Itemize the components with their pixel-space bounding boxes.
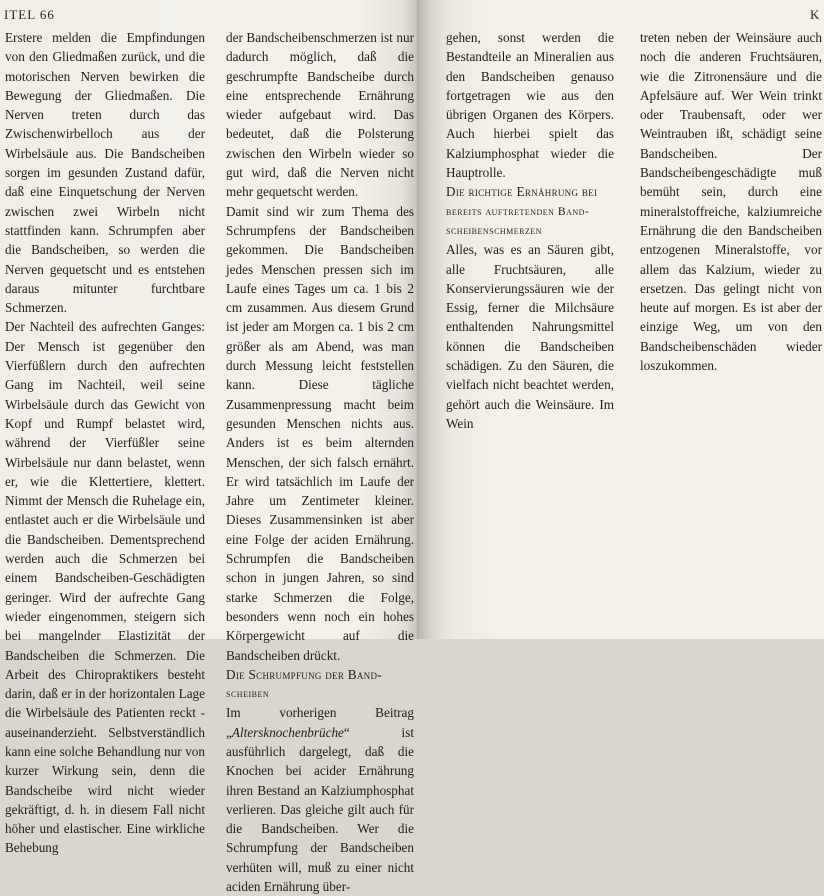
text-span: Im vorherigen Beitrag „	[226, 705, 414, 740]
section-heading-line: scheibenschmerzen	[446, 223, 543, 237]
paragraph	[226, 703, 414, 896]
paragraph: treten neben der Weinsäure auch noch die anderen Fruchtsäuren, wie die Zitronensäure und die Apfelsäure auf. Wer Wein trinkt oder Traubensaft, oder wer Weintrauben ißt, schädigt seine Bandscheiben. Der Bandscheibengeschädigte muß bemüht sein, durch eine mineralstoffreiche, kalziumreiche Ernährung die den Bandscheiben entzogenen Mineralstoffe, vor allem das Kalzium, wieder zu ersetzen. Das gelingt nicht von heute auf morgen. Es ist aber der einzige Weg, um von den Bandscheibenschäden wieder loszukommen.	[640, 30, 822, 374]
paragraph: Alles, was es an Säuren gibt, alle Fruchtsäuren, alle Konservierungssäuren wie der Essig, ferner die Milchsäure enthaltenden Nahrungsmittel können die Bandscheiben schädigen. Zu den Säuren, die vielfach nicht beachtet werden, gehört auch die Weinsäure. Im Wein	[446, 242, 614, 431]
paragraph: Damit sind wir zum Thema des Schrumpfens der Bandscheiben gekommen. Die Bandscheiben jedes Menschen pressen sich im Laufe eines Tages um ca. 1 bis 2 cm zusammen. Aus diesem Grund ist jeder am Morgen ca. 1 bis 2 cm größer als am Abend, was man durch Messung leicht feststellen kann. Diese tägliche Zusammenpressung macht beim gesunden Menschen nichts aus. Anders ist es beim alternden Menschen, der sich falsch ernährt. Er wird tatsächlich im Laufe der Jahre um Zentimeter kleiner. Dieses Zusammensinken ist aber eine Folge der aciden Ernährung. Schrumpfen die Bandscheiben schon in jungen Jahren, so sind starke Schmerzen die Folge, besonders wenn noch ein hohes Körpergewicht auf die Bandscheiben drückt.	[226, 203, 414, 663]
article-reference: Altersknochenbrüche	[231, 724, 344, 740]
left-column-2	[226, 28, 414, 896]
running-header-right: K	[810, 7, 821, 22]
left-column-1	[5, 28, 205, 858]
section-heading	[446, 182, 614, 240]
right-column-2	[640, 28, 822, 375]
section-heading-line: Die richtige Ernährung bei	[446, 184, 598, 200]
running-header-left: ITEL 66	[4, 7, 55, 22]
paragraph: gehen, sonst werden die Bestandteile an Mineralien aus den Bandscheiben genauso fortgetragen wie aus den übrigen Organen des Körpers. Auch hierbei spielt das Kalziumphosphat wieder die Hauptrolle.	[446, 30, 614, 181]
paragraph: der Bandscheibenschmerzen ist nur dadurch möglich, daß die geschrumpfte Bandscheibe durch eine entsprechende Ernährung wieder aufgebaut wird. Das bedeutet, daß die Polsterung zwischen den Wirbeln wieder so gut wird, daß die Nerven nicht mehr gequetscht werden.	[226, 30, 414, 200]
section-heading-line: Die Schrumpfung der Band-	[226, 666, 382, 682]
section-heading-line: bereits auftretenden Band-	[446, 204, 590, 218]
paragraph: Erstere melden die Empfindungen von den Gliedmaßen zurück, und die motorischen Nerven bewirken die Bewegung der Gliedmaßen. Die Nerven treten durch das Zwischenwirbelloch aus der Wirbelsäule aus. Die Bandscheiben sorgen im gesunden Zustand dafür, daß eine Einquetschung der Nerven zwischen zwei Wirbeln nicht stattfinden kann. Schrumpfen aber die Bandscheiben, so werden die Nerven gequetscht und es entstehen daraus mitunter furchtbare Schmerzen.	[5, 30, 205, 316]
section-heading	[226, 665, 414, 704]
right-page	[418, 0, 824, 639]
right-column-1	[446, 28, 614, 433]
section-heading-line: scheiben	[226, 687, 270, 701]
text-span: “ ist ausführlich dargelegt, daß die Knochen bei acider Ernährung ihren Bestand an Kalziumphosphat verlieren. Das gleiche gilt auch für die Bandscheiben. Wer die Schrumpfung der Bandscheiben verhüten will, muß zu einer nicht aciden Ernährung über-	[226, 724, 414, 895]
paragraph: Der Nachteil des aufrechten Ganges: Der Mensch ist gegenüber den Vierfüßlern durch den aufrechten Gang im Nachteil, weil seine Wirbelsäule durch das Gewicht von Kopf und Rumpf belastet wird, während der Vierfüßler seine Wirbelsäule nur dann belastet, wenn er, wie die Klettertiere, klettert. Nimmt der Mensch die Ruhelage ein, entlastet auch er die Wirbelsäule und die Bandscheiben. Dementsprechend werden auch die Schmerzen bei einem Bandscheiben-Geschädigten geringer. Wird der aufrechte Gang wieder eingenommen, steigern sich bei mangelnder Elastizität der Bandscheiben die Schmerzen. Die Arbeit des Chiropraktikers besteht darin, daß er in der horizontalen Lage die Wirbelsäule des Patienten reckt - auseinanderzieht. Selbstverständlich kann eine solche Behandlung nur von kurzer Wirkung sein, denn die Bandscheibe wird nicht wieder gekräftigt, d. h. in diesem Fall nicht höher und elastischer. Eine wirkliche Behebung	[5, 319, 205, 856]
